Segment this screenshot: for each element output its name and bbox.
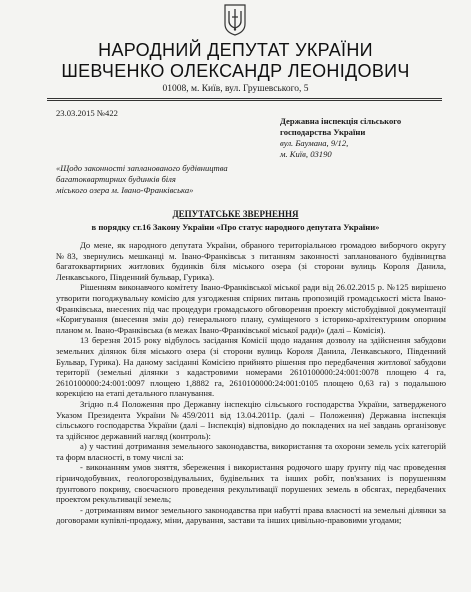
body-paragraph: - дотриманням вимог земельного законодавства при набутті права власності на земельні ділянки за договорами купівлі-продажу, міни, дарування, застави та інших цивільно-правовими угодами; [56, 504, 446, 526]
body-paragraph: Згідно п.4 Положення про Державну інспекцію сільського господарства України, затвердженого Указом Президента України №459/2011 від 13.04.2011р. (далі – Положення) Державна інспекція сільського господарства України (далі – Інспекція) відповідно до покладених на неї завдань організовує та здійснює державний нагляд (контроль): [56, 398, 446, 441]
body-paragraph: Рішенням виконавчого комітету Івано-Франківської міської ради від 26.02.2015 р. №125 вирішено утворити погоджувальну комісію для узгодження спірних питань пропозицій громадськості міста Івано-Франківська, внесених під час процедури громадського обговорення проекту містобудівної документації «Коригування (внесення змін до) генерального плану, суміщеного з історико-архітектурним опорним планом м. Івано-Франківська (в межах Івано-Франківської міської ради)» (далі – Комісія). [56, 282, 446, 335]
recipient-address: м. Київ, 03190 [280, 149, 332, 159]
recipient-line: господарства України [280, 127, 366, 137]
body-paragraph: а) у частині дотримання земельного законодавства, використання та охорони земель усіх категорій та форм власності, в тому числі за: [56, 441, 446, 462]
body-paragraph: До мене, як народного депутата України, обраного територіальною громадою виборчого округу №83, звернулись мешканці м. Івано-Франківськ з питанням законності запланованого будівництва багатоквартирних житлових будинків біля міського озера (зі сторони вулиць Короля Данила, Ленкавського, Південний бульвар, Гурика). [56, 240, 446, 282]
subject-line: міського озера м. Івано-Франківська» [56, 185, 194, 195]
document-title: ДЕПУТАТСЬКЕ ЗВЕРНЕННЯ [172, 209, 299, 219]
date-reference: 23.03.2015 №422 [56, 108, 118, 118]
recipient-address: вул. Баумана, 9/12, [280, 138, 349, 148]
trident-emblem-icon [223, 4, 247, 36]
document-subtitle: в порядку ст.16 Закону України «Про статус народного депутата України» [91, 222, 380, 232]
subject-block [56, 163, 266, 196]
document-body [56, 240, 446, 526]
recipient-block [280, 116, 460, 160]
header-divider [47, 98, 442, 99]
subject-line: багатоквартирних будинків біля [56, 174, 176, 184]
header-title-line1: НАРОДНИЙ ДЕПУТАТ УКРАЇНИ [98, 40, 373, 60]
recipient-line: Державна інспекція сільського [280, 116, 402, 126]
subject-line: «Щодо законності запланованого будівництва [56, 163, 228, 173]
header-address: 01008, м. Київ, вул. Грушевського, 5 [162, 84, 309, 94]
header-title-line2: ШЕВЧЕНКО ОЛЕКСАНДР ЛЕОНІДОВИЧ [61, 61, 410, 81]
header-divider-secondary [47, 100, 442, 101]
body-paragraph: - виконанням умов зняття, збереження і використання родючого шару ґрунту під час проведення гірничодобувних, геологорозвідувальних, будівельних та інших робіт, пов'язаних із порушенням ґрунтового покриву, своєчасного проведення рекультивації порушених земель в обсягах, передбачених проектом рекультивації земель; [56, 462, 446, 505]
body-paragraph: 13 березня 2015 року відбулось засідання Комісії щодо надання дозволу на здійснення забудови земельних ділянок біля міського озера (зі сторони вулиць Короля Данила, Ленкавського, Південний Бульвар, Гурика). На даному засіданні Комісією прийнято рішення про передбачення житлової забудови території (земельні ділянки з кадастровими номерами 2610100000:24:001:0078 площею 4 га, 2610100000:24:001:0097 площею 1,8882 га, 2610100000:24:001:0105 площею 0,63 га) з подальшою корекцією на етапі детального планування. [56, 335, 446, 399]
